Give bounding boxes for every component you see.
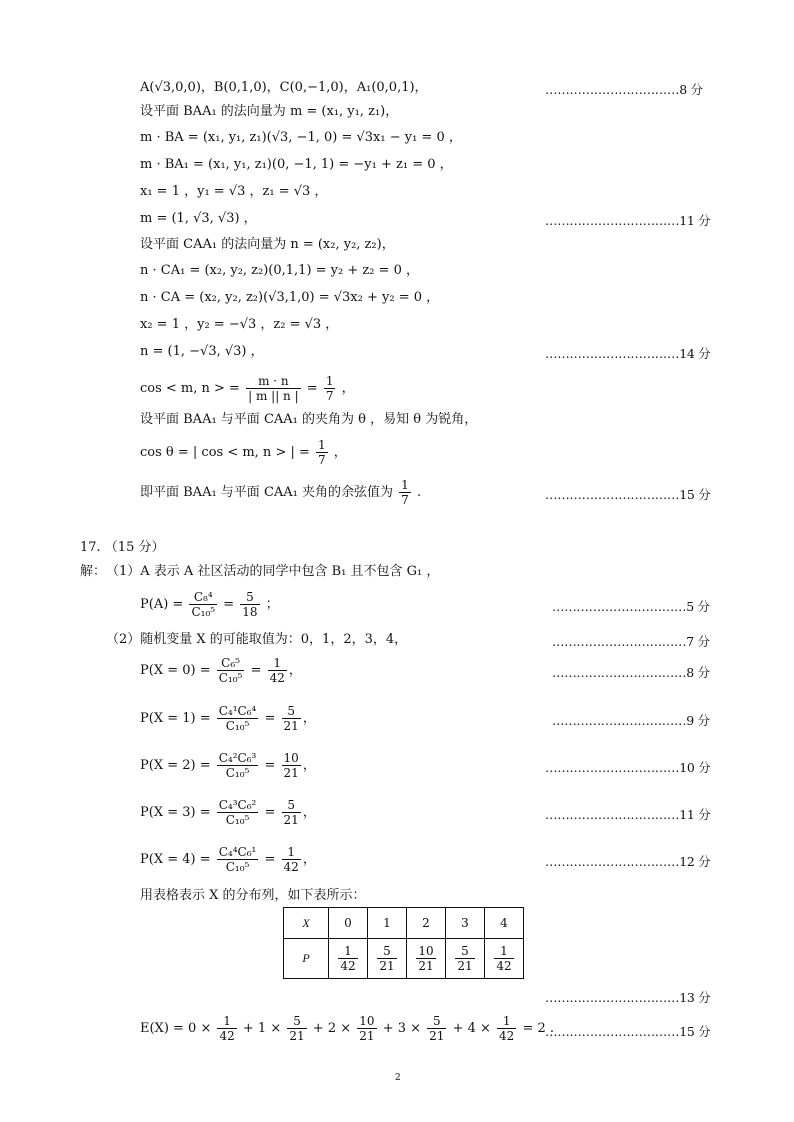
cos-theta-line: cos θ = | cos < m, n > | = $\frac{1}{7}$ ， <box>140 438 347 467</box>
n-dot-ca: n · CA = (x₂, y₂, z₂)(√3,1,0) = √3x₂ + y₂ = 0 ， <box>140 290 440 305</box>
score-prob: ……………………………11 分 <box>545 807 711 822</box>
distribution-table <box>283 907 524 979</box>
score-15-final: ……………………………15 分 <box>545 1024 711 1039</box>
cos-lhs: cos < m, n > = <box>140 381 240 396</box>
jie-label: 解： <box>80 564 107 579</box>
one-seventh: $\frac{1}{7}$ <box>318 438 326 467</box>
score-prob: ……………………………8 分 <box>552 665 710 680</box>
coords-line: A(√3,0,0)，B(0,1,0)，C(0,−1,0)，A₁(0,0,1)， <box>140 80 428 95</box>
solution-n: x₂ = 1 ，y₂ = −√3 ，z₂ = √3 ， <box>140 317 339 332</box>
page-number: 2 <box>395 1073 401 1083</box>
m-dot-ba: m · BA = (x₁, y₁, z₁)(√3, −1, 0) = √3x₁ − y₁ = 0 ， <box>140 130 462 145</box>
prob-line: P(X = 2) = $\frac{\text{C₄²C₆³}}{\text{C₁₀⁵}}$ = $\frac{10}{21}$ ， <box>140 751 316 780</box>
one-seventh: $\frac{1}{7}$ <box>401 478 409 507</box>
pa-line: P(A) = $\frac{\text{C₈⁴}}{\text{C₁₀⁵}}$ = $\frac{5}{18}$ ； <box>140 590 279 619</box>
score-11: ……………………………11 分 <box>545 213 711 228</box>
prob-line: P(X = 0) = $\frac{\text{C₆⁵}}{\text{C₁₀⁵}}$ = $\frac{1}{42}$ ， <box>140 656 302 685</box>
score-prob: ……………………………9 分 <box>552 713 710 728</box>
prob-line: P(X = 1) = $\frac{\text{C₄¹C₆⁴}}{\text{C₁₀⁵}}$ = $\frac{5}{21}$ ， <box>140 704 316 733</box>
score-8: ……………………………8 分 <box>545 82 703 97</box>
one-seventh: $\frac{1}{7}$ <box>325 374 334 403</box>
expectation-line: E(X) = 0 × $\frac{1}{42}$ + 1 × $\frac{5}{21}$ + 2 × $\frac{10}{21}$ + 3 × $\frac{5}{21}$ + 4 × $\frac{1}{42}$ = 2 . <box>140 1014 555 1043</box>
score-14: ……………………………14 分 <box>545 346 711 361</box>
score-15: ……………………………15 分 <box>545 487 711 502</box>
angle-text: 设平面 BAA₁ 与平面 CAA₁ 的夹角为 θ ，易知 θ 为锐角， <box>140 412 478 427</box>
set-normal-m: 设平面 BAA₁ 的法向量为 m = (x₁, y₁, z₁)， <box>140 104 399 119</box>
score-5: ……………………………5 分 <box>552 599 710 614</box>
m-value: m = (1, √3, √3) ， <box>140 211 257 226</box>
score-prob: ……………………………12 分 <box>545 854 711 869</box>
n-dot-ca1: n · CA₁ = (x₂, y₂, z₂)(0,1,1) = y₂ + z₂ = 0 ， <box>140 263 420 278</box>
problem-17-title: 17. （15 分） <box>80 540 165 555</box>
score-7: ……………………………7 分 <box>552 634 710 649</box>
prob-line: P(X = 3) = $\frac{\text{C₄³C₆²}}{\text{C₁₀⁵}}$ = $\frac{5}{21}$ ， <box>140 798 316 827</box>
set-normal-n: 设平面 CAA₁ 的法向量为 n = (x₂, y₂, z₂)， <box>140 237 395 252</box>
cos-mn-line: cos < m, n > = $\frac{m \cdot n}{| m || n |}$ = $\frac{1}{7}$ ， <box>140 374 355 403</box>
cos-fraction: $\frac{m \cdot n}{| m || n |}$ <box>248 374 299 403</box>
answer-line: 即平面 BAA₁ 与平面 CAA₁ 夹角的余弦值为 $\frac{1}{7}$ . <box>140 478 422 507</box>
score-prob: ……………………………10 分 <box>545 760 711 775</box>
n-value: n = (1, −√3, √3) ， <box>140 344 264 359</box>
pa-value: $\frac{5}{18}$ <box>242 590 258 619</box>
pa-comb: $\frac{\text{C₈⁴}}{\text{C₁₀⁵}}$ <box>191 590 216 619</box>
table-row-x: X 0 1 2 3 4 <box>284 908 524 939</box>
score-13: ……………………………13 分 <box>545 990 711 1005</box>
m-dot-ba1: m · BA₁ = (x₁, y₁, z₁)(0, −1, 1) = −y₁ + z₁ = 0 ， <box>140 157 453 172</box>
solution-m: x₁ = 1 ，y₁ = √3 ，z₁ = √3 ， <box>140 184 328 199</box>
table-row-p: P $\frac{1}{42}$ $\frac{5}{21}$ $\frac{10}{21}$ $\frac{5}{21}$ $\frac{1}{42}$ <box>284 939 524 979</box>
table-intro: 用表格表示 X 的分布列，如下表所示： <box>140 888 366 903</box>
q2-text: （2）随机变量 X 的可能取值为：0，1，2，3，4， <box>106 632 408 647</box>
q1-text: （1）A 表示 A 社区活动的同学中包含 B₁ 且不包含 G₁ ， <box>106 564 440 579</box>
prob-line: P(X = 4) = $\frac{\text{C₄⁴C₆¹}}{\text{C₁₀⁵}}$ = $\frac{1}{42}$ ， <box>140 845 316 874</box>
